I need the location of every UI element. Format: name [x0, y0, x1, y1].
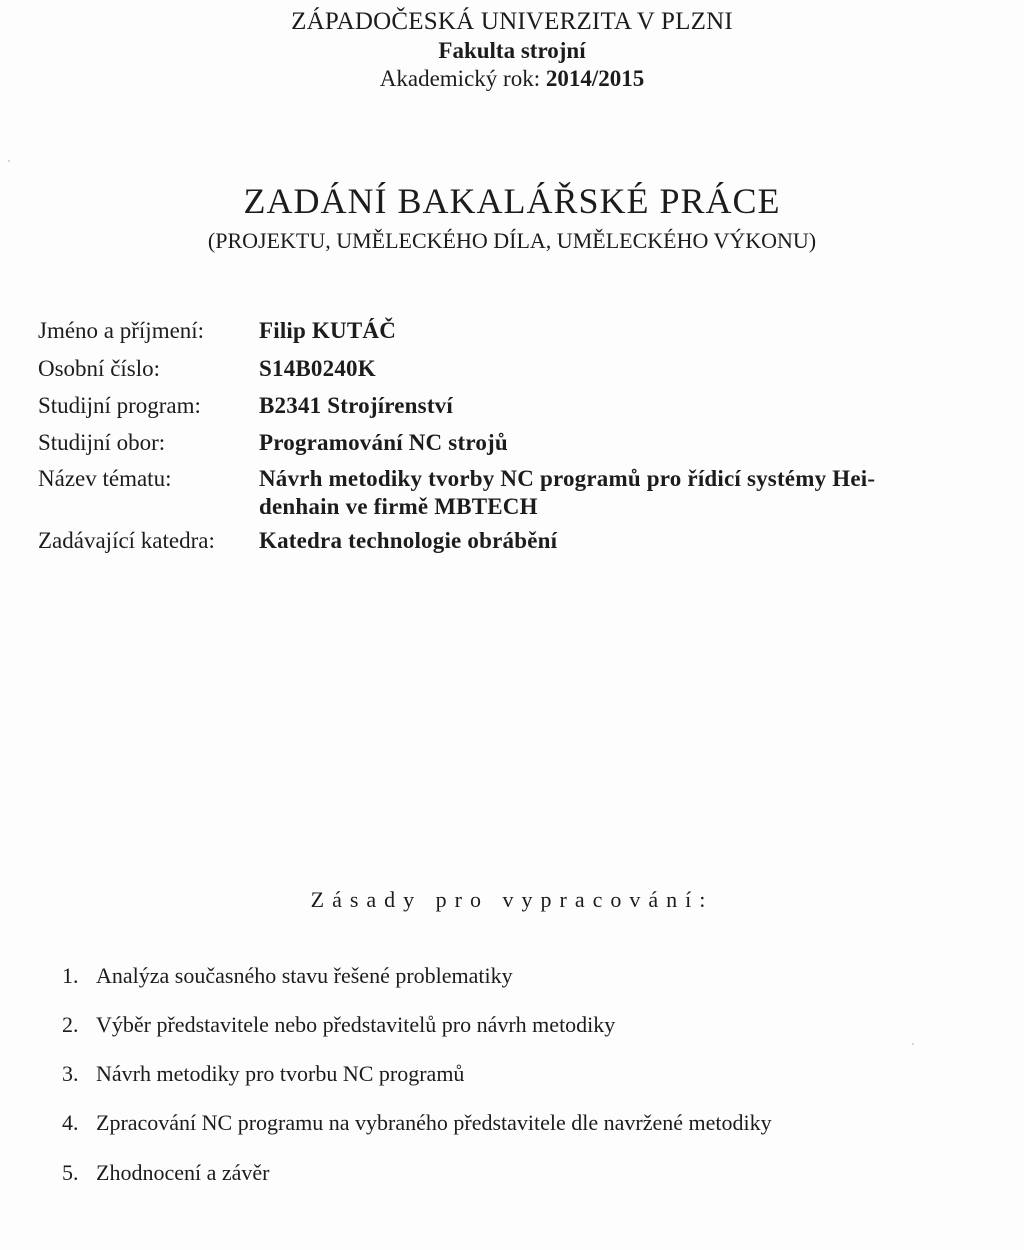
guidelines-heading: Zásady pro vypracování:: [310, 887, 714, 912]
scan-speck: [912, 1043, 914, 1045]
topic-label: Název tématu:: [38, 466, 172, 491]
topic-value-line2: denhain ve firmě MBTECH: [259, 494, 538, 519]
topic-value-line1: Návrh metodiky tvorby NC programů pro řídicí systémy Hei-: [259, 466, 876, 491]
guideline-number: 4.: [62, 1110, 79, 1135]
guideline-text: Analýza současného stavu řešené problematiky: [96, 963, 513, 988]
study-field-label: Studijní obor:: [38, 430, 166, 455]
academic-year-value: 2014/2015: [545, 66, 645, 91]
department-label: Zadávající katedra:: [38, 528, 215, 553]
guideline-number: 2.: [62, 1012, 79, 1037]
department-value: Katedra technologie obrábění: [259, 528, 558, 553]
guideline-item: [62, 1110, 772, 1136]
guideline-item: [62, 1061, 464, 1087]
study-field-value: Programování NC strojů: [259, 430, 508, 455]
guideline-text: Návrh metodiky pro tvorbu NC programů: [96, 1061, 465, 1086]
document-subtitle: (PROJEKTU, UMĚLECKÉHO DÍLA, UMĚLECKÉHO VÝKONU): [207, 228, 817, 253]
academic-year-label: Akademický rok:: [379, 66, 541, 91]
document-title: ZADÁNÍ BAKALÁŘSKÉ PRÁCE: [243, 181, 781, 221]
guideline-text: Zhodnocení a závěr: [96, 1160, 270, 1185]
name-label: Jméno a příjmení:: [38, 318, 205, 343]
guideline-number: 3.: [62, 1061, 79, 1086]
guideline-text: Výběr představitele nebo představitelů pro návrh metodiky: [96, 1012, 616, 1037]
guideline-text: Zpracování NC programu na vybraného představitele dle navržené metodiky: [96, 1110, 772, 1135]
guideline-item: [62, 963, 513, 989]
guideline-number: 1.: [62, 963, 79, 988]
study-program-label: Studijní program:: [38, 393, 201, 418]
personal-number-value: S14B0240K: [259, 356, 376, 381]
personal-number-label: Osobní číslo:: [38, 356, 161, 381]
study-program-value: B2341 Strojírenství: [259, 393, 453, 418]
scan-speck: [8, 160, 10, 162]
guideline-item: [62, 1160, 269, 1186]
academic-year: [0, 66, 1024, 92]
university-name: ZÁPADOČESKÁ UNIVERZITA V PLZNI: [291, 8, 733, 35]
guideline-item: [62, 1012, 615, 1038]
name-value: Filip KUTÁČ: [259, 318, 397, 343]
guideline-number: 5.: [62, 1160, 79, 1185]
faculty-name: Fakulta strojní: [438, 38, 586, 63]
